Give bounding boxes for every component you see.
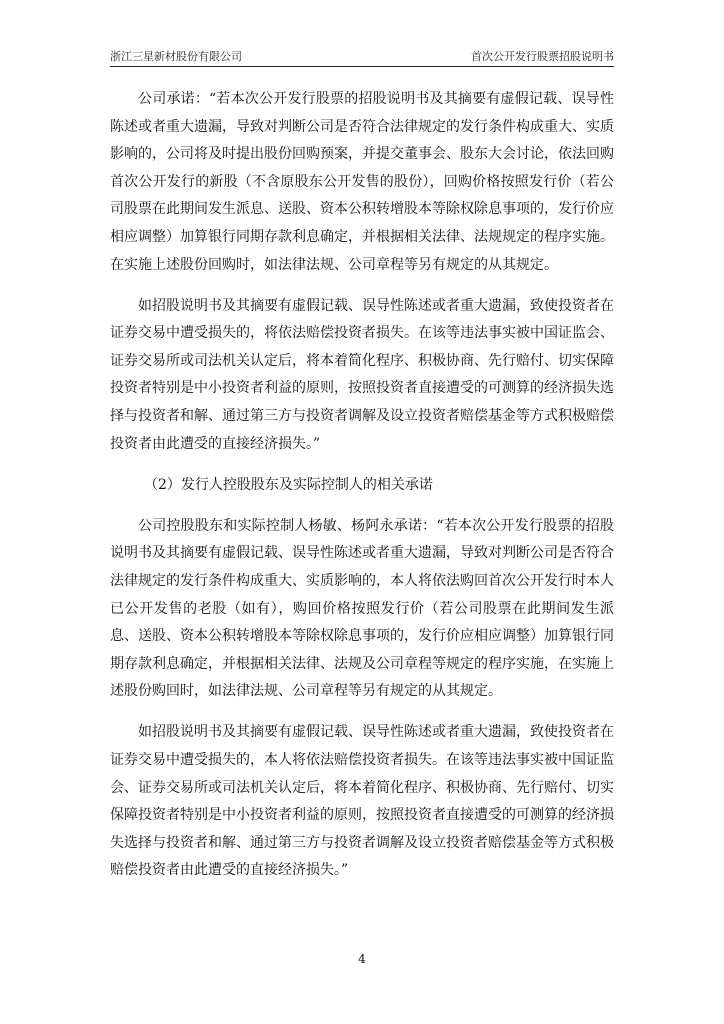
page-header <box>110 46 614 67</box>
controller-commitment-paragraph: 公司控股股东和实际控制人杨敏、杨阿永承诺：“若本次公开发行股票的招股说明书及其摘要有虚假记载、误导性陈述或者重大遗漏，导致对判断公司是否符合法律规定的发行条件构成重大、实质影响的，本人将依法购回首次公开发行时本人已公开发售的老股（如有），购回价格按照发行价（若公司股票在此期间发生派息、送股、资本公积转增股本等除权除息事项的，发行价应相应调整）加算银行同期存款利息确定，并根据相关法律、法规及公司章程等规定的程序实施，在实施上述股份购回时，如法律法规、公司章程等另有规定的从其规定。 <box>110 517 614 700</box>
section-heading: （2）发行人控股股东及实际控制人的相关承诺 <box>144 476 433 493</box>
company-compensation-paragraph: 如招股说明书及其摘要有虚假记载、误导性陈述或者重大遗漏，致使投资者在证券交易中遭受损失的，将依法赔偿投资者损失。在该等违法事实被中国证监会、证券交易所或司法机关认定后，将本着简化程序、积极协商、先行赔付、切实保障投资者特别是中小投资者利益的原则，按照投资者直接遭受的可测算的经济损失选择与投资者和解、通过第三方与投资者调解及设立投资者赔偿基金等方式积极赔偿投资者由此遭受的直接经济损失。” <box>110 297 614 452</box>
page-number: 4 <box>358 952 366 966</box>
header-document-title: 首次公开发行股票招股说明书 <box>471 50 614 63</box>
header-company-name: 浙江三星新材股份有限公司 <box>110 50 242 63</box>
document-body <box>110 86 614 899</box>
controller-compensation-paragraph: 如招股说明书及其摘要有虚假记载、误导性陈述或者重大遗漏，致使投资者在证券交易中遭受损失的，本人将依法赔偿投资者损失。在该等违法事实被中国证监会、证券交易所或司法机关认定后，将本着简化程序、积极协商、先行赔付、切实保障投资者特别是中小投资者利益的原则，按照投资者直接遭受的可测算的经济损失选择与投资者和解、通过第三方与投资者调解及设立投资者赔偿基金等方式积极赔偿投资者由此遭受的直接经济损失。” <box>110 724 614 879</box>
company-commitment-paragraph: 公司承诺：“若本次公开发行股票的招股说明书及其摘要有虚假记载、误导性陈述或者重大遗漏，导致对判断公司是否符合法律规定的发行条件构成重大、实质影响的，公司将及时提出股份回购预案，并提交董事会、股东大会讨论，依法回购首次公开发行的新股（不含原股东公开发售的股份），回购价格按照发行价（若公司股票在此期间发生派息、送股、资本公积转增股本等除权除息事项的，发行价应相应调整）加算银行同期存款利息确定，并根据相关法律、法规规定的程序实施。在实施上述股份回购时，如法律法规、公司章程等另有规定的从其规定。 <box>110 91 614 273</box>
